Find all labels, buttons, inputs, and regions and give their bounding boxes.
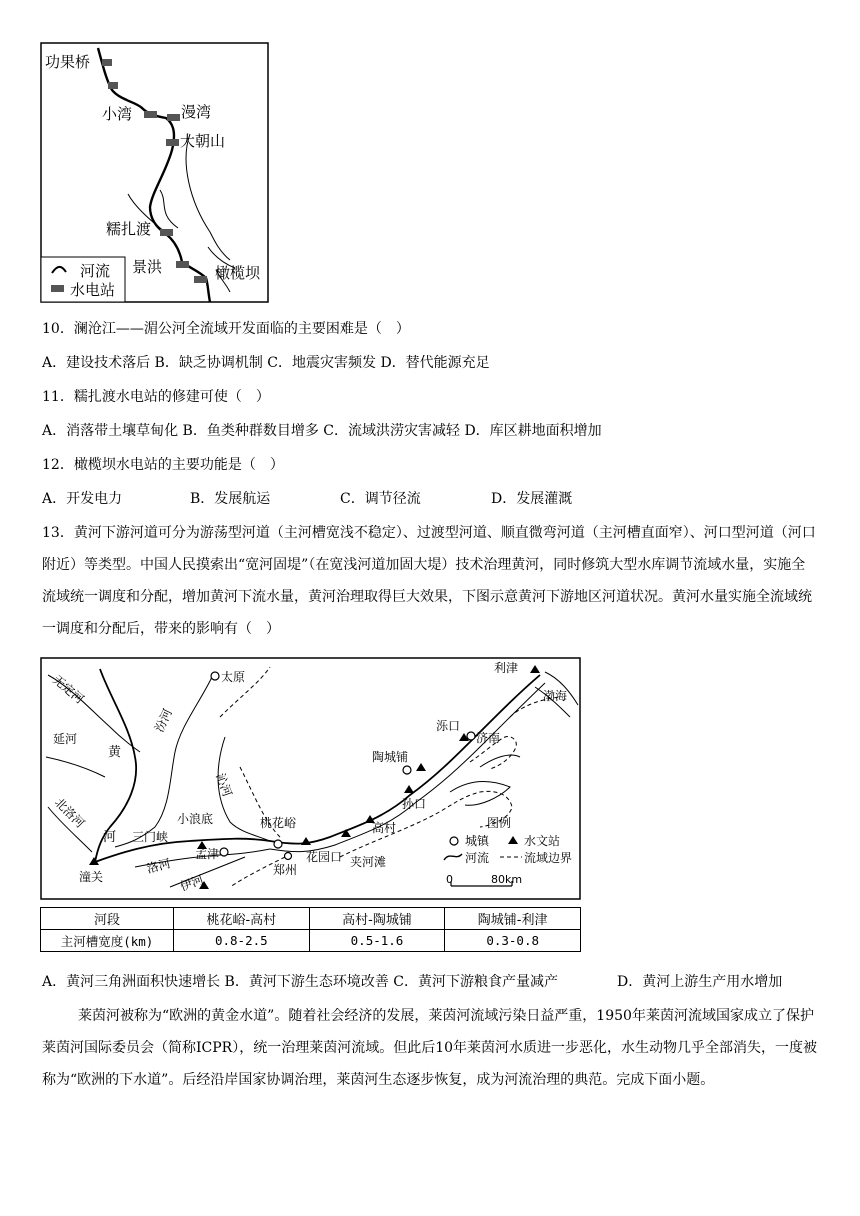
station-gongguoqiao-2 xyxy=(108,82,118,89)
table-header-row xyxy=(41,908,581,930)
legend-station-label: 水文站 xyxy=(524,834,561,848)
town-zhengzhou xyxy=(285,853,292,860)
legend-station-symbol xyxy=(51,285,64,292)
town-jinan xyxy=(467,732,475,740)
label-taochengpu: 陶城铺 xyxy=(372,750,409,764)
label-luokou: 泺口 xyxy=(436,719,461,733)
label-bohai: 渤海 xyxy=(543,689,568,703)
label-qinhe: 沁河 xyxy=(213,771,235,799)
legend-town-label: 城镇 xyxy=(465,834,490,848)
q13-options-abc: A．黄河三角洲面积快速增长 B．黄河下游生态环境改善 C．黄河下游粮食产量减产 xyxy=(42,974,559,990)
label-dachaoshan: 大朝山 xyxy=(180,132,226,150)
q11-stem: 11．糯扎渡水电站的修建可使（ ） xyxy=(42,389,270,405)
label-luohe: 洛河 xyxy=(145,856,172,876)
station-jinghong xyxy=(176,261,189,268)
label-yanhe: 延河 xyxy=(53,732,78,746)
label-manwan: 漫湾 xyxy=(181,103,212,121)
table-header: 河段 xyxy=(41,908,174,930)
label-nuozhadu: 糯扎渡 xyxy=(106,220,152,238)
label-huang: 黄 xyxy=(108,745,122,760)
rhine-passage: 莱茵河被称为“欧洲的黄金水道”。随着社会经济的发展，莱茵河流域污染日益严重，1950年莱茵河流域国家成立了保护莱茵河国际委员会（简称ICPR），统一治理莱茵河流域。但此后10年莱茵河水质进一步恶化，水生动物几乎全部消失，一度被称为“欧洲的下水道”。后经沿岸国家协调治理，莱茵河生态逐步恢复，成为河流治理的典范。完成下面小题。 xyxy=(42,1008,818,1088)
table-header: 桃花峪-高村 xyxy=(174,908,310,930)
table-cell: 0.3-0.8 xyxy=(445,930,581,952)
label-jiahetan: 夹河滩 xyxy=(350,855,387,869)
label-taiyuan: 太原 xyxy=(221,670,246,684)
legend-boundary-label: 流域边界 xyxy=(524,851,573,865)
label-jinghong: 景洪 xyxy=(132,258,163,276)
q12-stem: 12．橄榄坝水电站的主要功能是（ ） xyxy=(42,457,284,473)
q10-stem: 10．澜沧江——湄公河全流域开发面临的主要困难是（ ） xyxy=(42,321,410,337)
scale-zero: 0 xyxy=(446,873,453,886)
station-gongguoqiao xyxy=(102,59,112,66)
town-taochengpu xyxy=(403,766,411,774)
label-mengjin: 孟津 xyxy=(195,847,220,861)
q12-option-b: B．发展航运 xyxy=(190,491,271,507)
table-header: 陶城铺-利津 xyxy=(445,908,581,930)
label-wudinghe: 无定河 xyxy=(50,672,87,707)
table-header: 高村-陶城铺 xyxy=(309,908,445,930)
table-cell: 0.5-1.6 xyxy=(309,930,445,952)
label-fenhe: 汾河 xyxy=(152,706,175,735)
station-ganlanba xyxy=(194,276,207,283)
label-yihe: 伊河 xyxy=(178,872,206,894)
town-taohuayu xyxy=(274,840,282,848)
scale-dist: 80km xyxy=(491,873,523,886)
station-nuozhadu xyxy=(160,229,173,236)
yellow-river-map xyxy=(40,657,582,901)
label-jinan: 济南 xyxy=(476,731,501,745)
legend-title: 图例 xyxy=(487,816,512,830)
label-xiaolangdi: 小浪底 xyxy=(177,812,214,826)
legend-river-label: 河流 xyxy=(465,851,490,865)
label-sanmenxia: 三门峡 xyxy=(132,830,169,844)
q13-stem: 13．黄河下游河道可分为游荡型河道（主河槽宽浅不稳定）、过渡型河道、顺直微弯河道（主河槽直面窄）、河口型河道（河口附近）等类型。中国人民摸索出“宽河固堤”（在宽浅河道加固大堤）技术治理黄河，同时修筑大型水库调节流域水量，实施全流域统一调度和分配，增加黄河下流水量，黄河治理取得巨大效果，下图示意黄河下游地区河道状况。黄河水量实施全流域统一调度和分配后，带来的影响有（ ） xyxy=(42,525,816,637)
label-lijin: 利津 xyxy=(494,661,519,675)
label-he: 河 xyxy=(103,830,117,845)
q10-options: A．建设技术落后 B．缺乏协调机制 C．地震灾害频发 D．替代能源充足 xyxy=(42,355,490,371)
label-sunkou: 孙口 xyxy=(402,797,427,811)
lancang-map xyxy=(40,42,270,304)
q12-option-c: C．调节径流 xyxy=(340,491,421,507)
table-row xyxy=(41,930,581,952)
legend-town-symbol xyxy=(450,837,458,845)
table-cell: 0.8-2.5 xyxy=(174,930,310,952)
q13-option-d: D．黄河上游生产用水增加 xyxy=(617,974,783,990)
station-manwan xyxy=(167,114,180,121)
q12-option-d: D．发展灌溉 xyxy=(491,491,573,507)
label-zhengzhou: 郑州 xyxy=(273,863,298,877)
label-gongguoqiao: 功果桥 xyxy=(45,53,91,71)
channel-width-table xyxy=(40,907,581,952)
table-cell: 主河槽宽度(km) xyxy=(41,930,174,952)
q11-options: A．消落带土壤草甸化 B．鱼类种群数目增多 C．流域洪涝灾害减轻 D．库区耕地面积增加 xyxy=(42,423,602,439)
station-dachaoshan xyxy=(166,139,179,146)
label-xiaowan: 小湾 xyxy=(102,105,133,123)
label-gaocun: 高村 xyxy=(372,821,397,835)
station-xiaowan xyxy=(144,111,157,118)
label-ganlanba: 橄榄坝 xyxy=(215,264,261,282)
town-mengjin xyxy=(220,848,228,856)
legend-river-label: 河流 xyxy=(80,262,111,280)
legend-station-label: 水电站 xyxy=(70,281,116,299)
label-tongguan: 潼关 xyxy=(79,870,104,884)
label-taohuayu: 桃花峪 xyxy=(260,816,297,830)
q12-option-a: A．开发电力 xyxy=(42,491,123,507)
label-huayuankou: 花园口 xyxy=(306,850,343,864)
label-beiluohe: 北洛河 xyxy=(51,795,88,831)
town-taiyuan xyxy=(211,672,219,680)
